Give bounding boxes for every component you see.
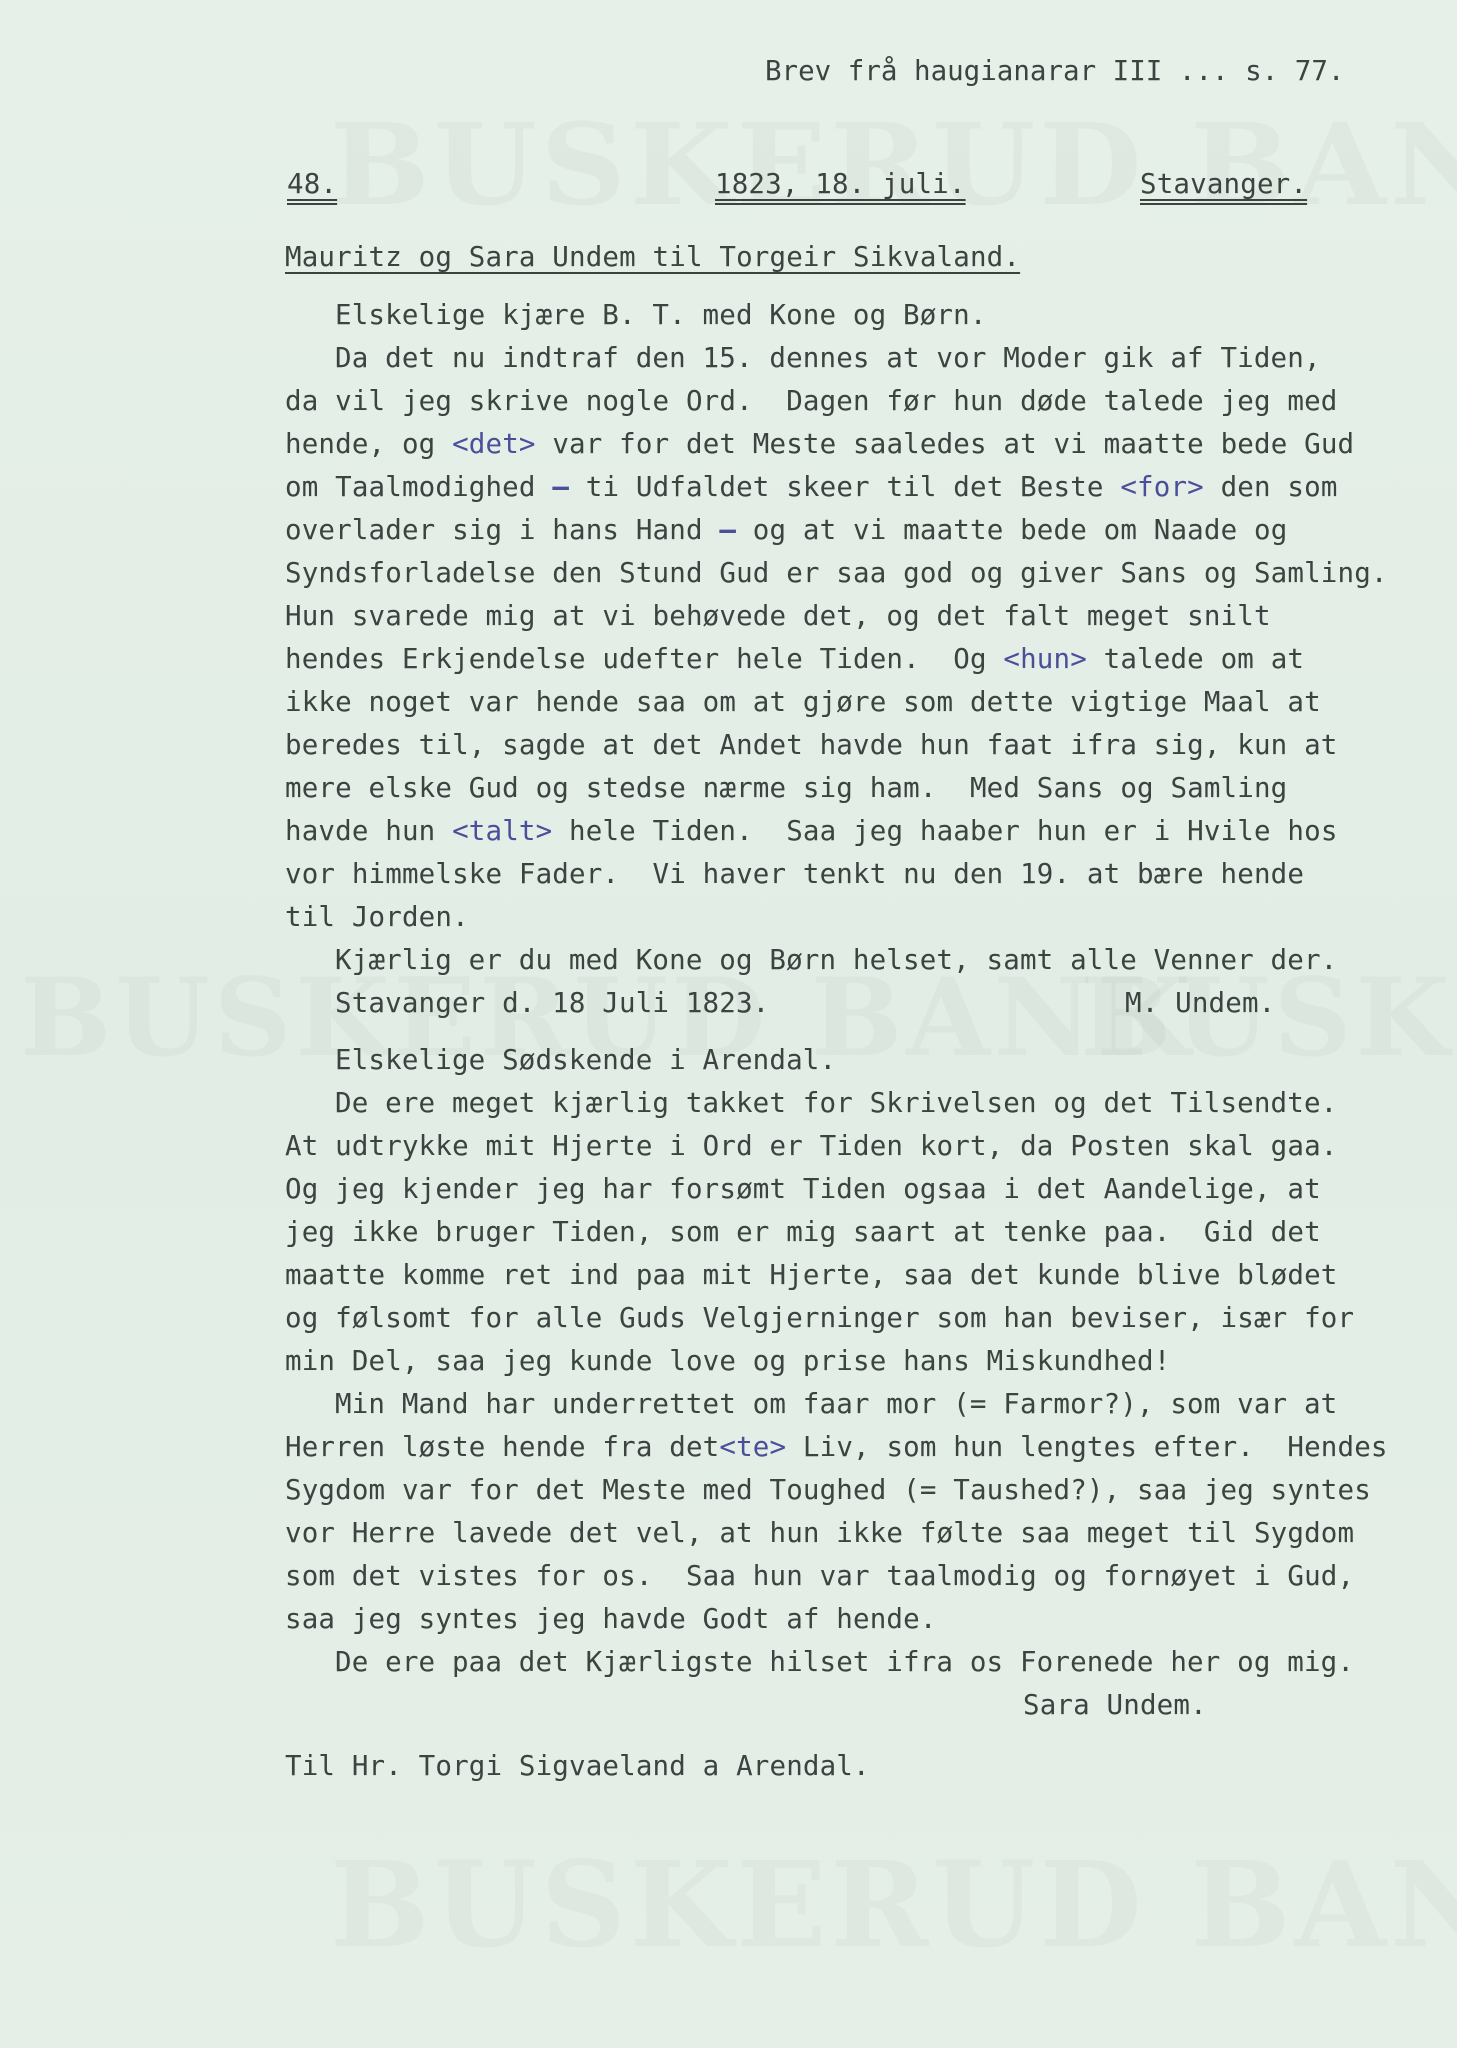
insertion-mark: <hun>	[1003, 643, 1087, 675]
text-line: De ere paa det Kjærligste hilset ifra os Forenede her og mig.	[335, 1646, 1355, 1678]
text-line: jeg ikke bruger Tiden, som er mig saart at tenke paa. Gid det	[285, 1216, 1321, 1248]
watermark	[330, 98, 1457, 230]
text-line: mere elske Gud og stedse nærme sig ham. Med Sans og Samling	[285, 772, 1288, 804]
text-line: At udtrykke mit Hjerte i Ord er Tiden kort, da Posten skal gaa.	[285, 1130, 1338, 1162]
handwritten-dash: –	[719, 514, 737, 546]
text-line: Da det nu indtraf den 15. dennes at vor Moder gik af Tiden,	[335, 342, 1321, 374]
text-line: saa jeg syntes jeg havde Godt af hende.	[285, 1603, 937, 1635]
text-line: til Jorden.	[285, 901, 469, 933]
text-line: og følsomt for alle Guds Velgjerninger som han beviser, især for	[285, 1302, 1355, 1334]
letter-place: Stavanger.	[1140, 168, 1308, 200]
insertion-mark: <det>	[452, 428, 536, 460]
text-line: overlader sig i hans Hand – og at vi maatte bede om Naade og	[285, 514, 1288, 546]
salutation-2: Elskelige Sødskende i Arendal.	[335, 1044, 837, 1076]
letter-date: 1823, 18. juli.	[715, 168, 966, 200]
text-line: Min Mand har underrettet om faar mor (= Farmor?), som var at	[335, 1388, 1338, 1420]
text-line: vor Herre lavede det vel, at hun ikke følte saa meget til Sygdom	[285, 1517, 1355, 1549]
signature-1: M. Undem.	[1125, 987, 1276, 1019]
text-line: hende, og <det> var for det Meste saaledes at vi maatte bede Gud	[285, 428, 1355, 460]
text-line: beredes til, sagde at det Andet havde hun faat ifra sig, kun at	[285, 729, 1338, 761]
text-line: Hun svarede mig at vi behøvede det, og det falt meget snilt	[285, 600, 1271, 632]
text-line: hendes Erkjendelse udefter hele Tiden. Og <hun> talede om at	[285, 643, 1305, 675]
watermark	[330, 1835, 1457, 1974]
text-line: Og jeg kjender jeg har forsømt Tiden ogsaa i det Aandelige, at	[285, 1173, 1321, 1205]
text-line: som det vistes for os. Saa hun var taalmodig og fornøyet i Gud,	[285, 1560, 1355, 1592]
signature-2: Sara Undem.	[1023, 1689, 1207, 1721]
page-reference: Brev frå haugianarar III ... s. 77.	[765, 55, 1345, 87]
text-line: maatte komme ret ind paa mit Hjerte, saa det kunde blive blødet	[285, 1259, 1338, 1291]
text-line: om Taalmodighed – ti Udfaldet skeer til det Beste <for> den som	[285, 471, 1338, 503]
salutation-1: Elskelige kjære B. T. med Kone og Børn.	[335, 299, 987, 331]
text-line: ikke noget var hende saa om at gjøre som dette vigtige Maal at	[285, 686, 1321, 718]
handwritten-dash: –	[552, 471, 570, 503]
address-line: Til Hr. Torgi Sigvaeland a Arendal.	[285, 1750, 870, 1782]
text-line: havde hun <talt> hele Tiden. Saa jeg haaber hun er i Hvile hos	[285, 815, 1338, 847]
insertion-mark: <for>	[1120, 471, 1204, 503]
letter-subtitle: Mauritz og Sara Undem til Torgeir Sikvaland.	[285, 241, 1021, 273]
text-line: Sygdom var for det Meste med Toughed (= Taushed?), saa jeg syntes	[285, 1474, 1371, 1506]
insertion-mark: <te>	[719, 1431, 787, 1463]
text-line: vor himmelske Fader. Vi haver tenkt nu den 19. at bære hende	[285, 858, 1305, 890]
letter-dateline: Stavanger d. 18 Juli 1823.	[335, 987, 770, 1019]
text-line: min Del, saa jeg kunde love og prise hans Miskundhed!	[285, 1345, 1171, 1377]
text-line: da vil jeg skrive nogle Ord. Dagen før hun døde talede jeg med	[285, 385, 1338, 417]
text-line: De ere meget kjærlig takket for Skrivelsen og det Tilsendte.	[335, 1087, 1338, 1119]
text-line: Kjærlig er du med Kone og Børn helset, samt alle Venner der.	[335, 944, 1338, 976]
insertion-mark: <talt>	[452, 815, 553, 847]
text-line: Syndsforladelse den Stund Gud er saa god og giver Sans og Samling.	[285, 557, 1388, 589]
letter-number: 48.	[287, 168, 338, 200]
text-line: Herren løste hende fra det<te> Liv, som hun lengtes efter. Hendes	[285, 1431, 1388, 1463]
